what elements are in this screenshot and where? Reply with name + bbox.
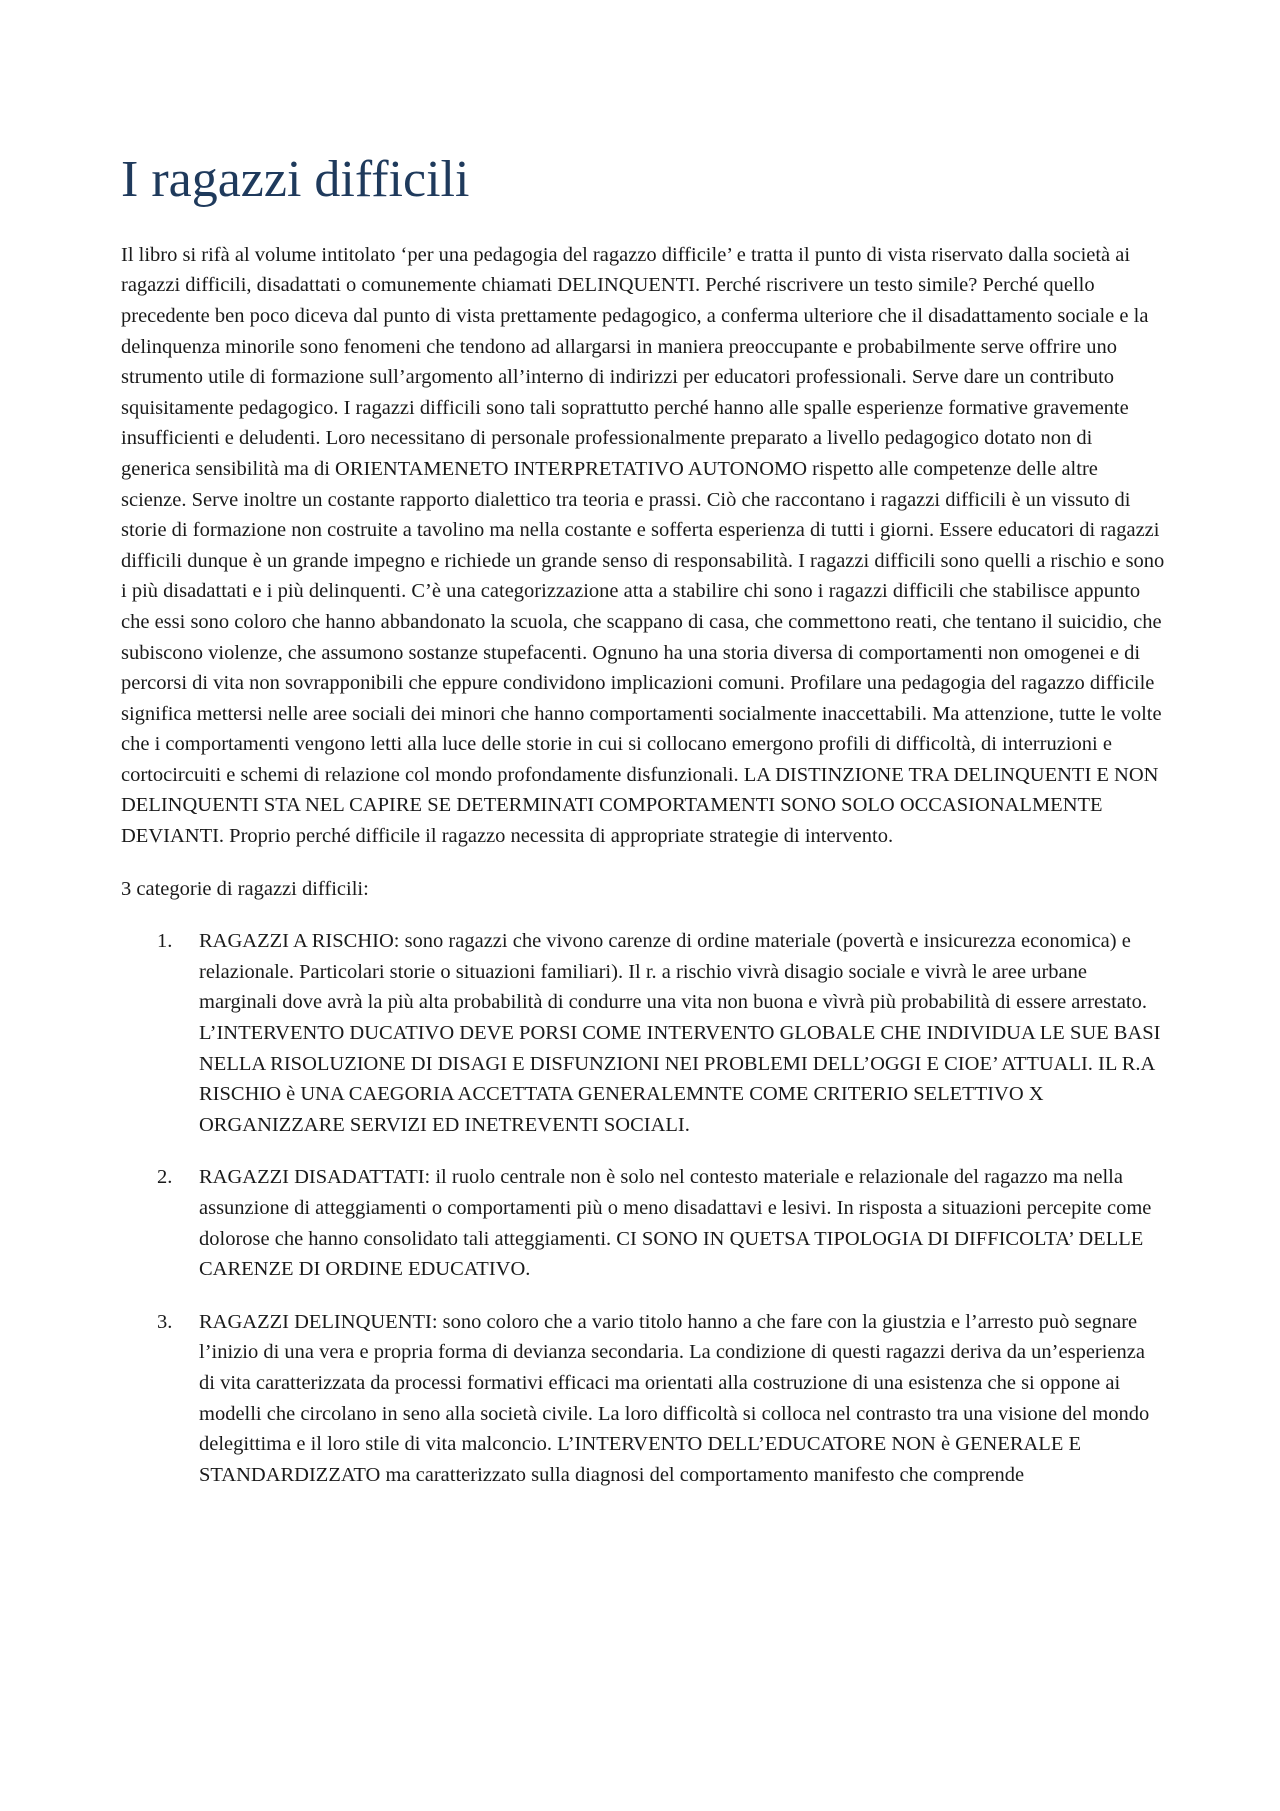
list-item-text: RAGAZZI DISADATTATI: il ruolo centrale non è solo nel contesto materiale e relazionale del ragazzo ma nella assunzione di atteggiamenti o comportamenti più o meno disadattavi e lesivi. In risposta a situazioni percepite come dolorose che hanno consolidato tali atteggiamenti. CI SONO IN QUETSA TIPOLOGIA DI DIFFICOLTA’ DELLE CARENZE DI ORDINE EDUCATIVO. — [199, 1166, 1152, 1281]
list-item — [121, 926, 1166, 1140]
intro-paragraph: Il libro si rifà al volume intitolato ‘per una pedagogia del ragazzo difficile’ e tratta il punto di vista riservato dalla società ai ragazzi difficili, disadattati o comunemente chiamati DELINQUENTI. Perché riscrivere un testo simile? Perché quello precedente ben poco diceva dal punto di vista prettamente pedagogico, a conferma ulteriore che il disadattamento sociale e la delinquenza minorile sono fenomeni che tendono ad allargarsi in maniera preoccupante e probabilmente serve offrire uno strumento utile di formazione sull’argomento all’interno di indirizzi per educatori professionali. Serve dare un contributo squisitamente pedagogico. I ragazzi difficili sono tali soprattutto perché hanno alle spalle esperienze formative gravemente insufficienti e deludenti. Loro necessitano di personale professionalmente preparato a livello pedagogico dotato non di generica sensibilità ma di ORIENTAMENETO INTERPRETATIVO AUTONOMO rispetto alle competenze delle altre scienze. Serve inoltre un costante rapporto dialettico tra teoria e prassi. Ciò che raccontano i ragazzi difficili è un vissuto di storie di formazione non costruite a tavolino ma nella costante e sofferta esperienza di tutti i giorni. Essere educatori di ragazzi difficili dunque è un grande impegno e richiede un grande senso di responsabilità. I ragazzi difficili sono quelli a rischio e sono i più disadattati e i più delinquenti. C’è una categorizzazione atta a stabilire chi sono i ragazzi difficili che stabilisce appunto che essi sono coloro che hanno abbandonato la scuola, che scappano di casa, che commettono reati, che tentano il suicidio, che subiscono violenze, che assumono sostanze stupefacenti. Ognuno ha una storia diversa di comportamenti non omogenei e di percorsi di vita non sovrapponibili che eppure condividono implicazioni comuni. Profilare una pedagogia del ragazzo difficile significa mettersi nelle aree sociali dei minori che hanno comportamenti socialmente inaccettabili. Ma attenzione, tutte le volte che i comportamenti vengono letti alla luce delle storie in cui si collocano emergono profili di difficoltà, di interruzioni e cortocircuiti e schemi di relazione col mondo profondamente disfunzionali. LA DISTINZIONE TRA DELINQUENTI E NON DELINQUENTI STA NEL CAPIRE SE DETERMINATI COMPORTAMENTI SONO SOLO OCCASIONALMENTE DEVIANTI. Proprio perché difficile il ragazzo necessita di appropriate strategie di intervento. — [121, 243, 1165, 848]
list-item-text: RAGAZZI DELINQUENTI: sono coloro che a vario titolo hanno a che fare con la giustzia e l’arresto può segnare l’inizio di una vera e propria forma di devianza secondaria. La condizione di questi ragazzi deriva da un’esperienza di vita caratterizzata da processi formativi efficaci ma orientati alla costruzione di una esistenza che si oppone ai modelli che circolano in seno alla società civile. La loro difficoltà si colloca nel contrasto tra una visione del mondo delegittima e il loro stile di vita malconcio. L’INTERVENTO DELL’EDUCATORE NON è GENERALE E STANDARDIZZATO ma caratterizzato sulla diagnosi del comportamento manifesto che comprende — [199, 1310, 1150, 1486]
list-intro: 3 categorie di ragazzi difficili: — [121, 877, 369, 900]
list-item — [121, 1307, 1166, 1491]
list-item-number: 1. — [157, 930, 173, 953]
document-title: I ragazzi difficili — [121, 151, 470, 208]
list-item-text: RAGAZZI A RISCHIO: sono ragazzi che vivono carenze di ordine materiale (povertà e insicurezza economica) e relazionale. Particolari storie o situazioni familiari). Il r. a rischio vivrà disagio sociale e vivrà le aree urbane marginali dove avrà la più alta probabilità di condurre una vita non buona e vìvrà più probabilità di essere arrestato. L’INTERVENTO DUCATIVO DEVE PORSI COME INTERVENTO GLOBALE CHE INDIVIDUA LE SUE BASI NELLA RISOLUZIONE DI DISAGI E DISFUNZIONI NEI PROBLEMI DELL’OGGI E CIOE’ ATTUALI. IL R.A RISCHIO è UNA CAEGORIA ACCETTATA GENERALEMNTE COME CRITERIO SELETTIVO X ORGANIZZARE SERVIZI ED INETREVENTI SOCIALI. — [199, 930, 1161, 1136]
list-item-number: 2. — [157, 1166, 173, 1189]
categories-list — [121, 926, 1166, 1490]
list-item — [121, 1162, 1166, 1284]
list-item-number: 3. — [157, 1310, 173, 1333]
document-page — [121, 150, 1166, 1512]
